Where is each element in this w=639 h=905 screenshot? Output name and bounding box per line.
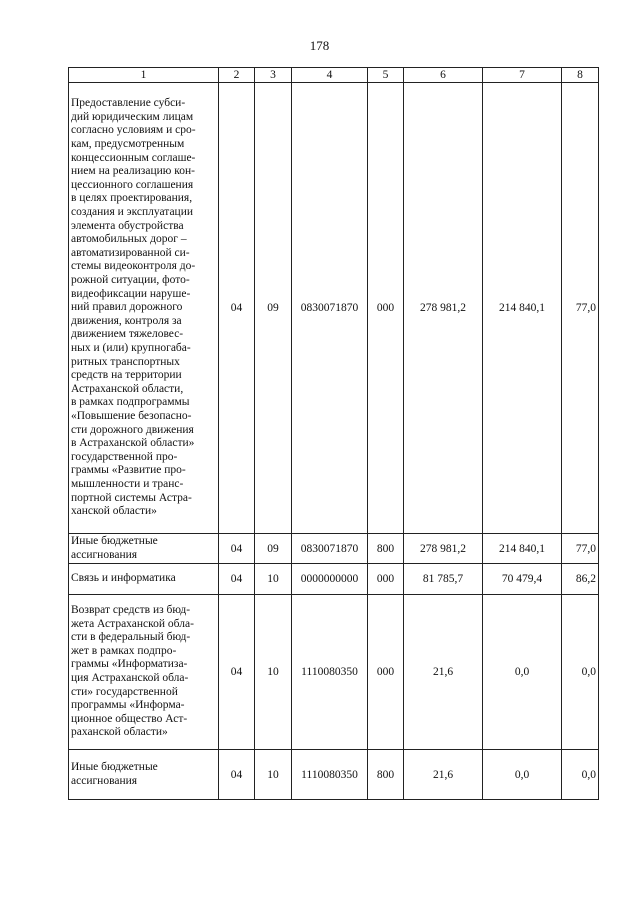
row-name: Иные бюджетные ассигнования	[69, 750, 219, 800]
row-name: Иные бюджетные ассигнования	[69, 534, 219, 564]
column-header: 6	[404, 68, 483, 83]
cell-section: 04	[219, 595, 255, 750]
budget-table	[68, 67, 599, 800]
column-header: 7	[483, 68, 562, 83]
cell-subsection: 10	[255, 595, 292, 750]
cell-executed: 70 479,4	[483, 564, 562, 595]
row-name: Предоставление субси- дий юридическим лицам согласно условиям и сро- кам, предусмотренным концессионным соглаше- нием на реализацию кон- цессионного соглашения в целях проектирования, создания и эксплуатации элемента обустройства автомобильных дорог – автоматизированной си- стемы видеоконтроля до- рожной ситуации, фото- видеофиксации наруше- ний правил дорожного движения, контроля за движением тяжеловес- ных и (или) крупногаба- ритных транспортных средств на территории Астраханской области, в рамках подпрограммы «Повышение безопасно- сти дорожного движения в Астраханской области» государственной про- граммы «Развитие про- мышленности и транс- портной системы Астра- ханской области»	[69, 83, 219, 534]
row-name: Связь и информатика	[69, 564, 219, 595]
column-header: 3	[255, 68, 292, 83]
column-header: 5	[368, 68, 404, 83]
cell-executed: 214 840,1	[483, 83, 562, 534]
table-row	[69, 750, 599, 800]
table-row	[69, 595, 599, 750]
cell-percent: 0,0	[562, 750, 599, 800]
row-name: Возврат средств из бюд- жета Астраханской обла- сти в федеральный бюд- жет в рамках подпро- граммы «Информатиза- ция Астраханской обла- сти» государственной программы «Информа- ционное общество Аст- раханской области»	[69, 595, 219, 750]
cell-section: 04	[219, 564, 255, 595]
cell-target-code: 1110080350	[292, 595, 368, 750]
cell-expense-type: 000	[368, 564, 404, 595]
cell-expense-type: 800	[368, 750, 404, 800]
cell-subsection: 10	[255, 564, 292, 595]
cell-planned: 21,6	[404, 595, 483, 750]
cell-expense-type: 800	[368, 534, 404, 564]
cell-target-code: 0000000000	[292, 564, 368, 595]
cell-planned: 81 785,7	[404, 564, 483, 595]
column-header: 2	[219, 68, 255, 83]
column-header: 1	[69, 68, 219, 83]
header-row	[69, 68, 599, 83]
cell-percent: 77,0	[562, 83, 599, 534]
cell-executed: 0,0	[483, 750, 562, 800]
column-header: 4	[292, 68, 368, 83]
cell-percent: 0,0	[562, 595, 599, 750]
cell-subsection: 09	[255, 83, 292, 534]
column-header: 8	[562, 68, 599, 83]
cell-section: 04	[219, 534, 255, 564]
cell-section: 04	[219, 750, 255, 800]
cell-subsection: 09	[255, 534, 292, 564]
cell-planned: 278 981,2	[404, 534, 483, 564]
cell-percent: 77,0	[562, 534, 599, 564]
table-row	[69, 564, 599, 595]
cell-expense-type: 000	[368, 83, 404, 534]
cell-planned: 278 981,2	[404, 83, 483, 534]
table-row	[69, 534, 599, 564]
cell-subsection: 10	[255, 750, 292, 800]
cell-target-code: 0830071870	[292, 83, 368, 534]
cell-planned: 21,6	[404, 750, 483, 800]
cell-target-code: 1110080350	[292, 750, 368, 800]
page-number: 178	[309, 38, 330, 53]
table-row	[69, 83, 599, 534]
cell-percent: 86,2	[562, 564, 599, 595]
cell-target-code: 0830071870	[292, 534, 368, 564]
cell-executed: 0,0	[483, 595, 562, 750]
cell-section: 04	[219, 83, 255, 534]
cell-executed: 214 840,1	[483, 534, 562, 564]
cell-expense-type: 000	[368, 595, 404, 750]
